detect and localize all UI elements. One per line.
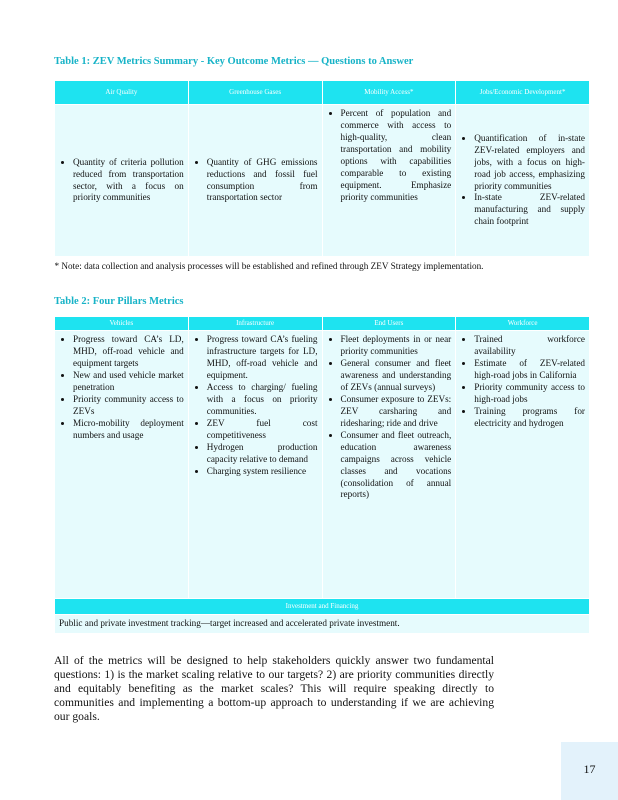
- list-item: • Charging system resilience: [207, 466, 318, 478]
- list-item: • General consumer and fleet awareness and understanding of ZEVs (annual surveys): [341, 358, 452, 394]
- cell-infrastructure: [188, 331, 322, 599]
- list-item: • Fleet deployments in or near priority communities: [341, 334, 452, 358]
- header-greenhouse-gases: Greenhouse Gases: [188, 81, 322, 105]
- four-pillars-table: [54, 316, 590, 634]
- header-end-users: End Users: [322, 317, 456, 331]
- page-number: 17: [583, 762, 596, 776]
- page-number-box: [561, 742, 618, 800]
- cell-investment-financing: Public and private investment tracking—target increased and accelerated private investment.: [55, 615, 590, 634]
- header-infrastructure: Infrastructure: [188, 317, 322, 331]
- list-item: • Training programs for electricity and hydrogen: [474, 406, 585, 430]
- list-item: • Quantity of GHG emissions reductions and fossil fuel consumption from transportation sector: [207, 157, 318, 205]
- cell-end-users: [322, 331, 456, 599]
- list-item: • Quantity of criteria pollution reduced from transportation sector, with a focus on priority communities: [73, 157, 184, 205]
- list-item: • ZEV fuel cost competitiveness: [207, 418, 318, 442]
- list-item: • Quantification of in-state ZEV-related employers and jobs, with a focus on high-road job access, emphasizing priority communities: [474, 133, 585, 193]
- table2-caption: Table 2: Four Pillars Metrics: [54, 296, 184, 307]
- header-investment-financing: Investment and Financing: [55, 599, 590, 615]
- metrics-summary-table: [54, 80, 590, 257]
- list-item: • Percent of population and commerce with access to high-quality, clean transportation and mobility options with capabilities comparable to existing equipment. Emphasize priority communities: [341, 108, 452, 204]
- cell-jobs-economic: [456, 105, 590, 257]
- list-item: • Progress toward CA’s fueling infrastructure targets for LD, MHD, off-road vehicle and equipment.: [207, 334, 318, 382]
- list-item: • Consumer and fleet outreach, education awareness campaigns across vehicle classes and vocations (consolidation of annual reports): [341, 430, 452, 502]
- cell-workforce: [456, 331, 590, 599]
- header-workforce: Workforce: [456, 317, 590, 331]
- header-air-quality: Air Quality: [55, 81, 189, 105]
- cell-air-quality: [55, 105, 189, 257]
- header-vehicles: Vehicles: [55, 317, 189, 331]
- list-item: • Hydrogen production capacity relative to demand: [207, 442, 318, 466]
- list-item: • Progress toward CA’s LD, MHD, off-road vehicle and equipment targets: [73, 334, 184, 370]
- cell-greenhouse-gases: [188, 105, 322, 257]
- list-item: • Access to charging/ fueling with a focus on priority communities.: [207, 382, 318, 418]
- header-mobility-access: Mobility Access*: [322, 81, 456, 105]
- list-item: • Consumer exposure to ZEVs: ZEV carsharing and ridesharing; ride and drive: [341, 394, 452, 430]
- list-item: • Trained workforce availability: [474, 334, 585, 358]
- cell-mobility-access: [322, 105, 456, 257]
- list-item: • Estimate of ZEV-related high-road jobs in California: [474, 358, 585, 382]
- table1-caption: Table 1: ZEV Metrics Summary - Key Outcome Metrics — Questions to Answer: [54, 56, 414, 67]
- table1-note: * Note: data collection and analysis processes will be established and refined through ZEV Strategy implementation.: [54, 261, 484, 271]
- cell-vehicles: [55, 331, 189, 599]
- list-item: • In-state ZEV-related manufacturing and supply chain footprint: [474, 192, 585, 228]
- body-paragraph: All of the metrics will be designed to help stakeholders quickly answer two fundamental questions: 1) is the market scaling relative to our targets? 2) are priority communities directly and equitably benefiting as the market scales? This will require speaking directly to communities and implementing a bottom-up approach to understanding if we are achieving our goals.: [54, 654, 494, 723]
- list-item: • New and used vehicle market penetration: [73, 370, 184, 394]
- list-item: • Priority community access to high-road jobs: [474, 382, 585, 406]
- list-item: • Priority community access to ZEVs: [73, 394, 184, 418]
- header-jobs-economic: Jobs/Economic Development*: [456, 81, 590, 105]
- list-item: • Micro-mobility deployment numbers and usage: [73, 418, 184, 442]
